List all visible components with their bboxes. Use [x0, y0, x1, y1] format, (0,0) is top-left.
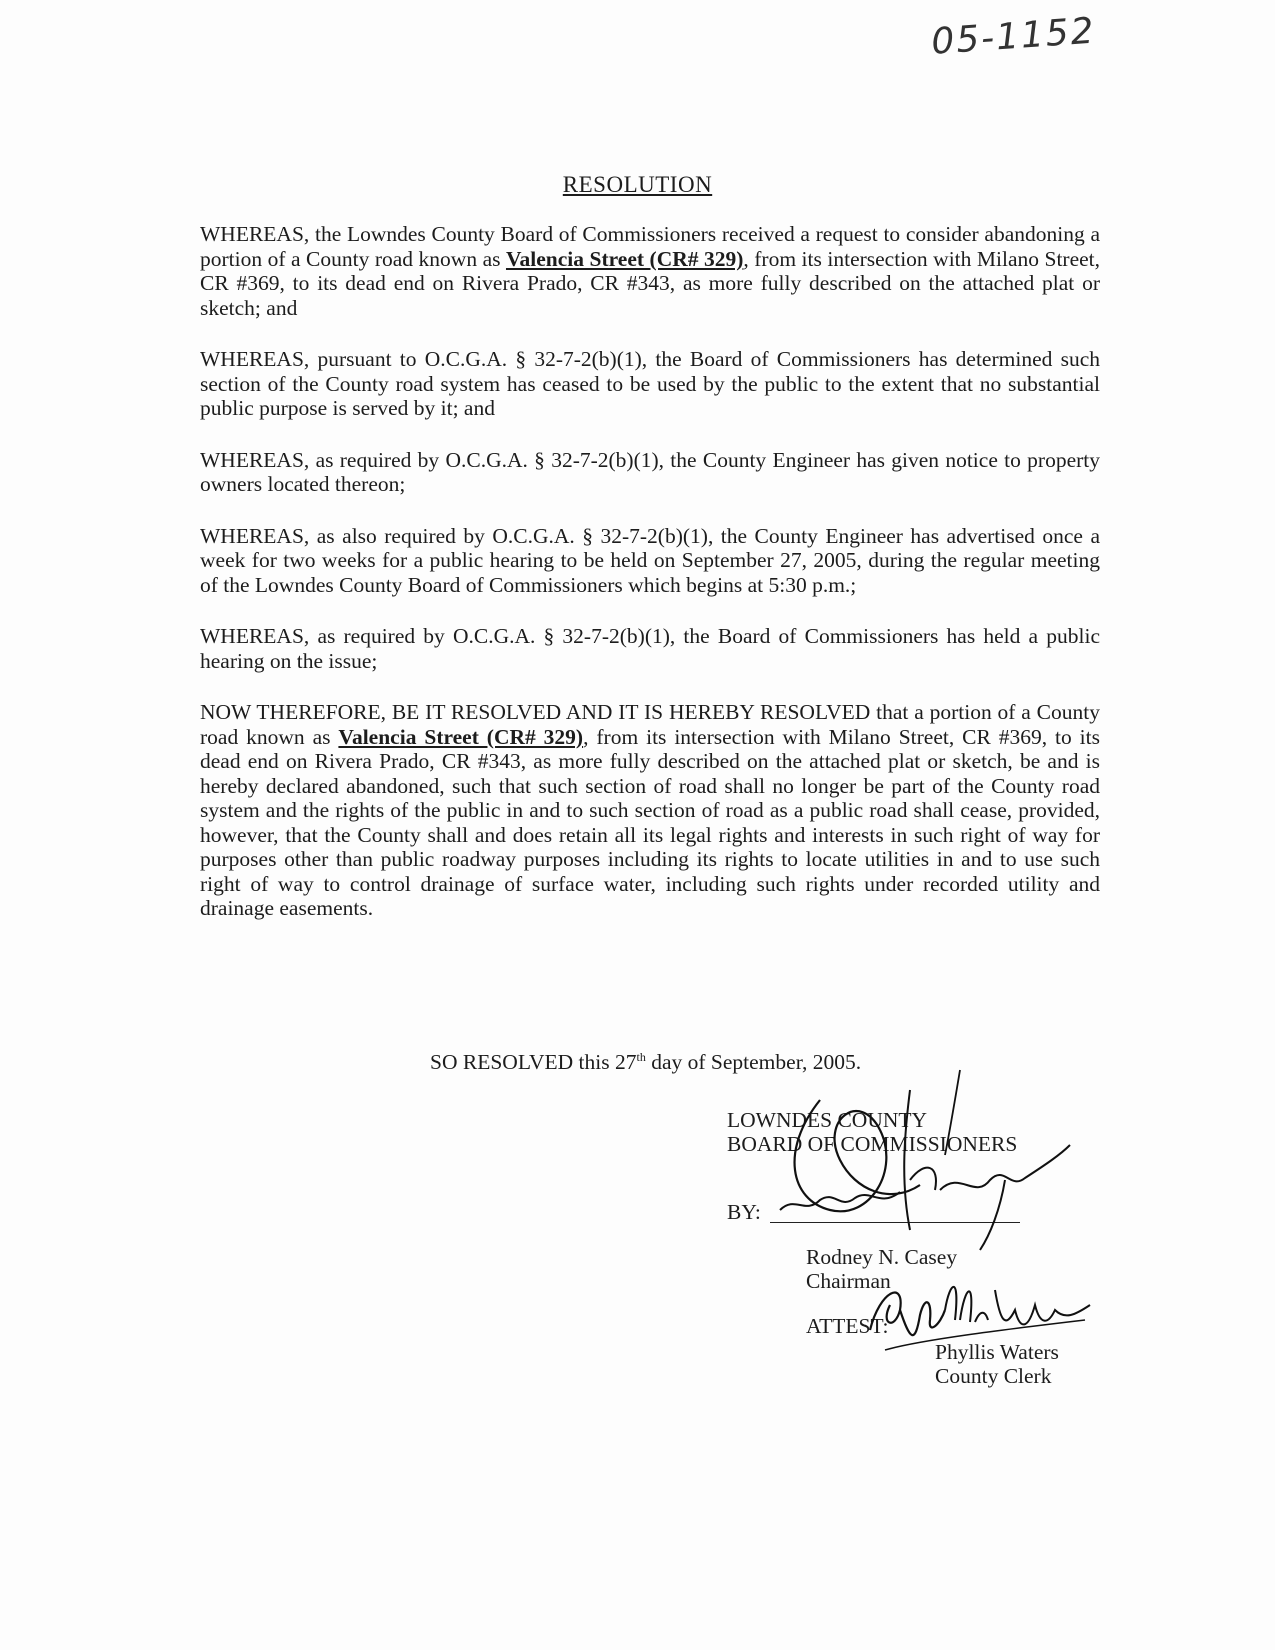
- clerk-signature: [860, 1270, 1100, 1360]
- paragraph-text: , from its intersection with Milano Street, CR #369, to its dead end on Rivera Prado, CR #343, as more fully described on the attached plat or sketch, be and is hereby declared abandoned, such that such section of road shall no longer be part of the County road system and the rights of the public in and to such section of road as a public road shall cease, provided, however, that the County shall and does retain all its legal rights and interests in such right of way for purposes other than public roadway purposes including its rights to locate utilities in and to use such right of way to control drainage of surface water, including such rights under recorded utility and drainage easements.: [200, 724, 1100, 920]
- whereas-paragraph-determined: WHEREAS, pursuant to O.C.G.A. § 32-7-2(b)(1), the Board of Commissioners has determined such section of the County road system has ceased to be used by the public to the extent that no substantial public purpose is served by it; and: [200, 347, 1100, 420]
- chairman-signature: [760, 1060, 1080, 1260]
- paragraph-text: , from its intersection with Milano Street, CR #369, to its dead end on Rivera Prado, CR #343, as more fully described on the attached plat or sketch; and: [200, 246, 1101, 320]
- org-line-2: BOARD OF COMMISSIONERS: [727, 1132, 1018, 1156]
- resolved-prefix: SO RESOLVED this 27: [430, 1050, 637, 1075]
- document-title: RESOLUTION: [562, 172, 713, 197]
- resolved-ordinal: th: [636, 1050, 646, 1064]
- whereas-paragraph-hearing: WHEREAS, as required by O.C.G.A. § 32-7-2(b)(1), the Board of Commissioners has held a public hearing on the issue;: [200, 624, 1100, 673]
- paragraph-text: WHEREAS, the Lowndes County Board of Commissioners received a request to consider abandoning a portion of a County road known as: [200, 222, 1100, 271]
- handwritten-document-number: 05-1152: [930, 10, 1097, 63]
- whereas-paragraph-request: [200, 222, 1100, 320]
- whereas-paragraph-notice: WHEREAS, as required by O.C.G.A. § 32-7-2(b)(1), the County Engineer has given notice to property owners located thereon;: [200, 447, 1100, 496]
- chairman-title: Chairman: [806, 1269, 891, 1293]
- whereas-paragraph-advertised: WHEREAS, as also required by O.C.G.A. § 32-7-2(b)(1), the County Engineer has advertised once a week for two weeks for a public hearing to be held on September 27, 2005, during the regular meeting of the Lowndes County Board of Commissioners which begins at 5:30 p.m.;: [200, 523, 1100, 597]
- org-line-1: LOWNDES COUNTY: [727, 1108, 928, 1132]
- by-label: BY:: [727, 1200, 761, 1224]
- resolution-body: [200, 222, 1100, 948]
- clerk-name: Phyllis Waters: [935, 1340, 1059, 1364]
- road-name: Valencia Street (CR# 329): [505, 246, 744, 271]
- resolved-paragraph: [200, 700, 1100, 921]
- attest-label: ATTEST:: [806, 1314, 889, 1338]
- clerk-title: County Clerk: [935, 1364, 1052, 1388]
- resolved-suffix: day of September, 2005.: [645, 1050, 862, 1075]
- chairman-name: Rodney N. Casey: [806, 1245, 958, 1269]
- road-name: Valencia Street (CR# 329): [338, 724, 584, 749]
- paragraph-text: NOW THEREFORE, BE IT RESOLVED AND IT IS HEREBY RESOLVED that a portion of a County road known as: [200, 700, 1100, 749]
